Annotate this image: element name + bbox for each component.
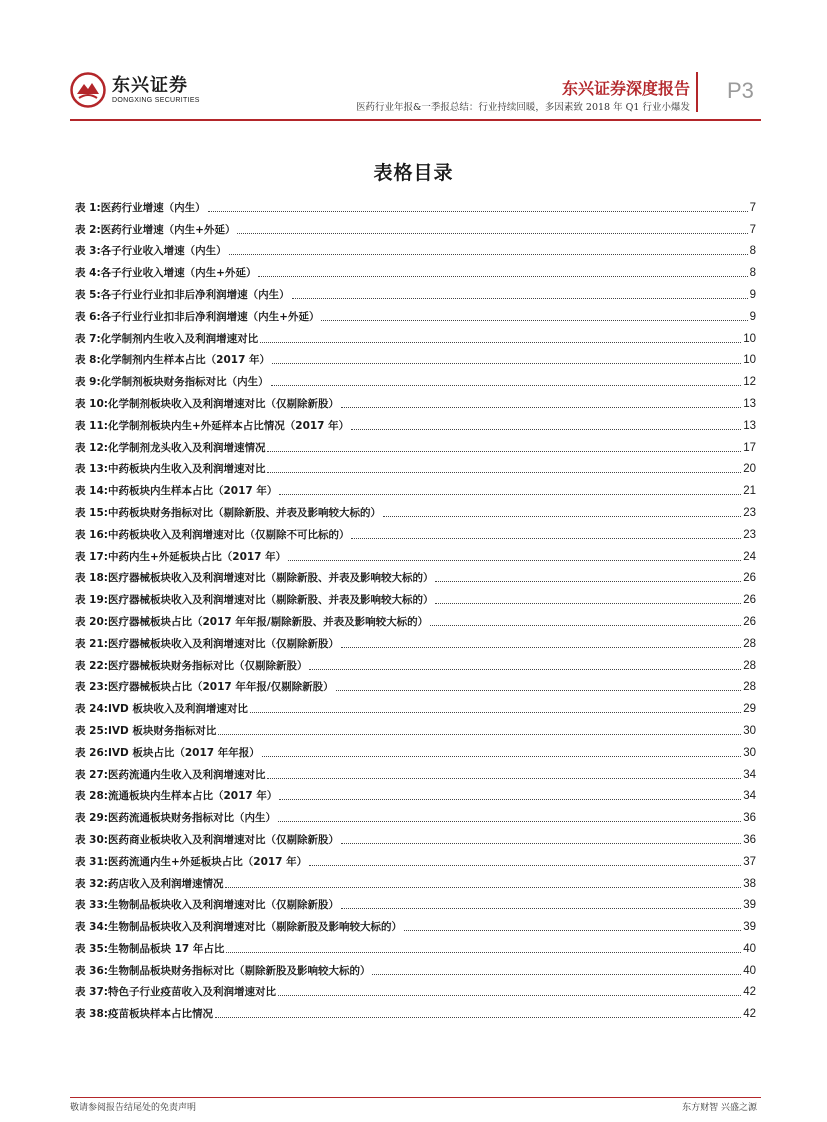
toc-leader-dots: [267, 777, 741, 779]
toc-entry-label[interactable]: 表 18:医疗器械板块收入及利润增速对比（剔除新股、并表及影响较大标的）: [75, 572, 434, 585]
toc-entry-page[interactable]: 13: [743, 419, 756, 432]
toc-entry-label[interactable]: 表 14:中药板块内生样本占比（2017 年）: [75, 485, 278, 498]
toc-leader-dots: [278, 820, 741, 822]
toc-entry-page[interactable]: 7: [749, 201, 756, 214]
toc-entry-label[interactable]: 表 38:疫苗板块样本占比情况: [75, 1008, 213, 1021]
toc-leader-dots: [372, 973, 741, 975]
toc-leader-dots: [279, 798, 741, 800]
toc-leader-dots: [341, 907, 741, 909]
toc-leader-dots: [226, 951, 741, 953]
table-of-contents: [75, 193, 756, 1021]
toc-entry-label[interactable]: 表 16:中药板块收入及利润增速对比（仅剔除不可比标的）: [75, 528, 350, 541]
toc-entry-label[interactable]: 表 23:医疗器械板块占比（2017 年年报/仅剔除新股）: [75, 681, 334, 694]
toc-entry-page[interactable]: 7: [749, 223, 756, 236]
toc-leader-dots: [250, 711, 741, 713]
toc-leader-dots: [435, 602, 741, 604]
toc-entry-page[interactable]: 13: [743, 397, 756, 410]
toc-entry-label[interactable]: 表 10:化学制剂板块收入及利润增速对比（仅剔除新股）: [75, 397, 339, 410]
toc-entry[interactable]: [75, 215, 756, 237]
toc-leader-dots: [336, 689, 742, 691]
toc-entry-page[interactable]: 28: [743, 637, 756, 650]
toc-entry-page[interactable]: 8: [749, 245, 756, 258]
toc-leader-dots: [288, 559, 741, 561]
toc-entry-page[interactable]: 34: [743, 790, 756, 803]
toc-entry-page[interactable]: 40: [743, 964, 756, 977]
toc-entry[interactable]: [75, 738, 756, 760]
toc-entry-label[interactable]: 表 21:医疗器械板块收入及利润增速对比（仅剔除新股）: [75, 637, 339, 650]
toc-entry-label[interactable]: 表 6:各子行业行业扣非后净利润增速（内生+外延）: [75, 310, 320, 323]
toc-entry[interactable]: [75, 564, 756, 586]
toc-entry[interactable]: [75, 411, 756, 433]
toc-entry-label[interactable]: 表 20:医疗器械板块占比（2017 年年报/剔除新股、并表及影响较大标的）: [75, 615, 429, 628]
toc-entry-label[interactable]: 表 9:化学制剂板块财务指标对比（内生）: [75, 376, 269, 389]
toc-entry-page[interactable]: 37: [743, 855, 756, 868]
toc-leader-dots: [341, 646, 741, 648]
toc-leader-dots: [258, 275, 747, 277]
toc-entry-label[interactable]: 表 25:IVD 板块财务指标对比: [75, 724, 217, 737]
toc-entry-page[interactable]: 9: [749, 310, 756, 323]
toc-entry-label[interactable]: 表 32:药店收入及利润增速情况: [75, 877, 224, 890]
toc-entry[interactable]: [75, 651, 756, 673]
toc-entry-page[interactable]: 23: [743, 506, 756, 519]
toc-entry-page[interactable]: 10: [743, 332, 756, 345]
toc-entry-page[interactable]: 42: [743, 986, 756, 999]
toc-entry-page[interactable]: 26: [743, 572, 756, 585]
toc-entry[interactable]: [75, 912, 756, 934]
toc-entry-label[interactable]: 表 31:医药流通内生+外延板块占比（2017 年）: [75, 855, 308, 868]
toc-entry[interactable]: [75, 760, 756, 782]
toc-entry[interactable]: [75, 367, 756, 389]
toc-entry[interactable]: [75, 542, 756, 564]
toc-entry-label[interactable]: 表 36:生物制品板块财务指标对比（剔除新股及影响较大标的）: [75, 964, 371, 977]
toc-entry-label[interactable]: 表 27:医药流通内生收入及利润增速对比: [75, 768, 266, 781]
toc-entry-label[interactable]: 表 2:医药行业增速（内生+外延）: [75, 223, 236, 236]
toc-leader-dots: [309, 864, 741, 866]
toc-entry-page[interactable]: 29: [743, 703, 756, 716]
toc-leader-dots: [262, 755, 741, 757]
toc-entry[interactable]: [75, 280, 756, 302]
toc-entry-label[interactable]: 表 28:流通板块内生样本占比（2017 年）: [75, 790, 278, 803]
toc-entry-label[interactable]: 表 13:中药板块内生收入及利润增速对比: [75, 463, 266, 476]
toc-leader-dots: [309, 668, 741, 670]
toc-leader-dots: [271, 384, 742, 386]
toc-entry-page[interactable]: 24: [743, 550, 756, 563]
logo-text: [112, 76, 200, 105]
toc-entry-page[interactable]: 28: [743, 659, 756, 672]
toc-entry[interactable]: [75, 585, 756, 607]
toc-entry[interactable]: [75, 999, 756, 1021]
toc-leader-dots: [272, 362, 741, 364]
toc-leader-dots: [260, 341, 741, 343]
toc-entry[interactable]: [75, 825, 756, 847]
toc-entry-page[interactable]: 21: [743, 485, 756, 498]
toc-entry-page[interactable]: 28: [743, 681, 756, 694]
toc-entry[interactable]: [75, 607, 756, 629]
toc-entry-label[interactable]: 表 12:化学制剂龙头收入及利润增速情况: [75, 441, 266, 454]
toc-entry-page[interactable]: 26: [743, 615, 756, 628]
toc-entry-label[interactable]: 表 8:化学制剂内生样本占比（2017 年）: [75, 354, 271, 367]
toc-entry-page[interactable]: 9: [749, 288, 756, 301]
toc-entry[interactable]: [75, 498, 756, 520]
toc-entry-label[interactable]: 表 35:生物制品板块 17 年占比: [75, 942, 225, 955]
toc-entry[interactable]: [75, 891, 756, 913]
toc-entry-page[interactable]: 17: [743, 441, 756, 454]
toc-entry[interactable]: [75, 673, 756, 695]
toc-entry[interactable]: [75, 978, 756, 1000]
toc-entry-page[interactable]: 39: [743, 921, 756, 934]
toc-leader-dots: [321, 319, 747, 321]
toc-leader-dots: [215, 1016, 741, 1018]
toc-leader-dots: [351, 537, 741, 539]
toc-leader-dots: [278, 994, 741, 996]
toc-entry[interactable]: [75, 847, 756, 869]
toc-entry-page[interactable]: 26: [743, 594, 756, 607]
toc-leader-dots: [351, 428, 741, 430]
toc-entry[interactable]: [75, 476, 756, 498]
toc-entry-label[interactable]: 表 37:特色子行业疫苗收入及利润增速对比: [75, 986, 276, 999]
toc-entry-label[interactable]: 表 4:各子行业收入增速（内生+外延）: [75, 267, 257, 280]
page-number: P3: [727, 78, 754, 103]
report-subtitle: 医药行业年报&一季报总结：行业持续回暖，多因素致 2018 年 Q1 行业小爆发: [355, 102, 690, 113]
toc-entry[interactable]: [75, 869, 756, 891]
toc-entry-label[interactable]: 表 26:IVD 板块占比（2017 年年报）: [75, 746, 260, 759]
toc-leader-dots: [229, 253, 748, 255]
toc-entry-label[interactable]: 表 24:IVD 板块收入及利润增速对比: [75, 703, 248, 716]
toc-entry-page[interactable]: 39: [743, 899, 756, 912]
toc-entry[interactable]: [75, 346, 756, 368]
toc-leader-dots: [430, 624, 741, 626]
toc-entry[interactable]: [75, 629, 756, 651]
footer-disclaimer: 敬请参阅报告结尾处的免责声明: [70, 1103, 197, 1113]
toc-entry-page[interactable]: 36: [743, 812, 756, 825]
page-header: [0, 0, 827, 130]
toc-entry[interactable]: [75, 455, 756, 477]
toc-leader-dots: [267, 450, 741, 452]
toc-entry-page[interactable]: 30: [743, 724, 756, 737]
toc-entry-label[interactable]: 表 7:化学制剂内生收入及利润增速对比: [75, 332, 259, 345]
toc-leader-dots: [267, 471, 741, 473]
logo-cn: 东兴证券: [112, 75, 188, 96]
toc-entry-page[interactable]: 36: [743, 833, 756, 846]
toc-leader-dots: [237, 232, 747, 234]
toc-entry[interactable]: [75, 302, 756, 324]
toc-entry[interactable]: [75, 520, 756, 542]
toc-entry-label[interactable]: 表 5:各子行业行业扣非后净利润增速（内生）: [75, 288, 290, 301]
toc-entry-label[interactable]: 表 15:中药板块财务指标对比（剔除新股、并表及影响较大标的）: [75, 506, 381, 519]
toc-entry-label[interactable]: 表 34:生物制品板块收入及利润增速对比（剔除新股及影响较大标的）: [75, 921, 402, 934]
logo-en: DONGXING SECURITIES: [112, 97, 200, 104]
toc-entry[interactable]: [75, 237, 756, 259]
toc-entry-label[interactable]: 表 11:化学制剂板块内生+外延样本占比情况（2017 年）: [75, 419, 350, 432]
toc-entry-page[interactable]: 12: [743, 376, 756, 389]
toc-entry-page[interactable]: 20: [743, 463, 756, 476]
toc-entry-label[interactable]: 表 22:医疗器械板块财务指标对比（仅剔除新股）: [75, 659, 308, 672]
toc-entry-label[interactable]: 表 29:医药流通板块财务指标对比（内生）: [75, 812, 276, 825]
toc-entry-page[interactable]: 34: [743, 768, 756, 781]
toc-entry-label[interactable]: 表 30:医药商业板块收入及利润增速对比（仅剔除新股）: [75, 833, 339, 846]
toc-entry-page[interactable]: 38: [743, 877, 756, 890]
toc-entry-label[interactable]: 表 17:中药内生+外延板块占比（2017 年）: [75, 550, 287, 563]
footer-rule: [70, 1097, 761, 1098]
toc-title: 表格目录: [373, 162, 454, 184]
toc-entry[interactable]: [75, 956, 756, 978]
toc-entry[interactable]: [75, 258, 756, 280]
toc-leader-dots: [218, 733, 741, 735]
toc-entry[interactable]: [75, 389, 756, 411]
toc-leader-dots: [341, 842, 741, 844]
toc-leader-dots: [404, 929, 741, 931]
toc-entry-label[interactable]: 表 1:医药行业增速（内生）: [75, 201, 206, 214]
toc-entry-page[interactable]: 23: [743, 528, 756, 541]
toc-entry-label[interactable]: 表 33:生物制品板块收入及利润增速对比（仅剔除新股）: [75, 899, 339, 912]
toc-entry-page[interactable]: 42: [743, 1008, 756, 1021]
toc-entry-page[interactable]: 8: [749, 267, 756, 280]
toc-leader-dots: [341, 406, 741, 408]
header-rule: [70, 119, 761, 121]
toc-leader-dots: [279, 493, 741, 495]
toc-entry-page[interactable]: 40: [743, 942, 756, 955]
toc-leader-dots: [435, 580, 741, 582]
footer-slogan: 东方财智 兴盛之源: [682, 1103, 757, 1113]
toc-entry-page[interactable]: 10: [743, 354, 756, 367]
toc-entry[interactable]: [75, 782, 756, 804]
toc-leader-dots: [225, 886, 741, 888]
report-title: 东兴证券深度报告: [561, 79, 690, 98]
toc-leader-dots: [208, 210, 748, 212]
toc-leader-dots: [383, 515, 741, 517]
toc-entry[interactable]: [75, 803, 756, 825]
toc-entry-label[interactable]: 表 3:各子行业收入增速（内生）: [75, 245, 227, 258]
toc-leader-dots: [292, 297, 748, 299]
header-divider: [696, 72, 698, 112]
toc-entry[interactable]: [75, 694, 756, 716]
dongxing-logo-icon: [70, 72, 106, 108]
toc-entry[interactable]: [75, 433, 756, 455]
toc-entry[interactable]: [75, 716, 756, 738]
toc-entry-page[interactable]: 30: [743, 746, 756, 759]
toc-entry[interactable]: [75, 934, 756, 956]
toc-entry[interactable]: [75, 324, 756, 346]
toc-entry-label[interactable]: 表 19:医疗器械板块收入及利润增速对比（剔除新股、并表及影响较大标的）: [75, 594, 434, 607]
toc-entry[interactable]: [75, 193, 756, 215]
